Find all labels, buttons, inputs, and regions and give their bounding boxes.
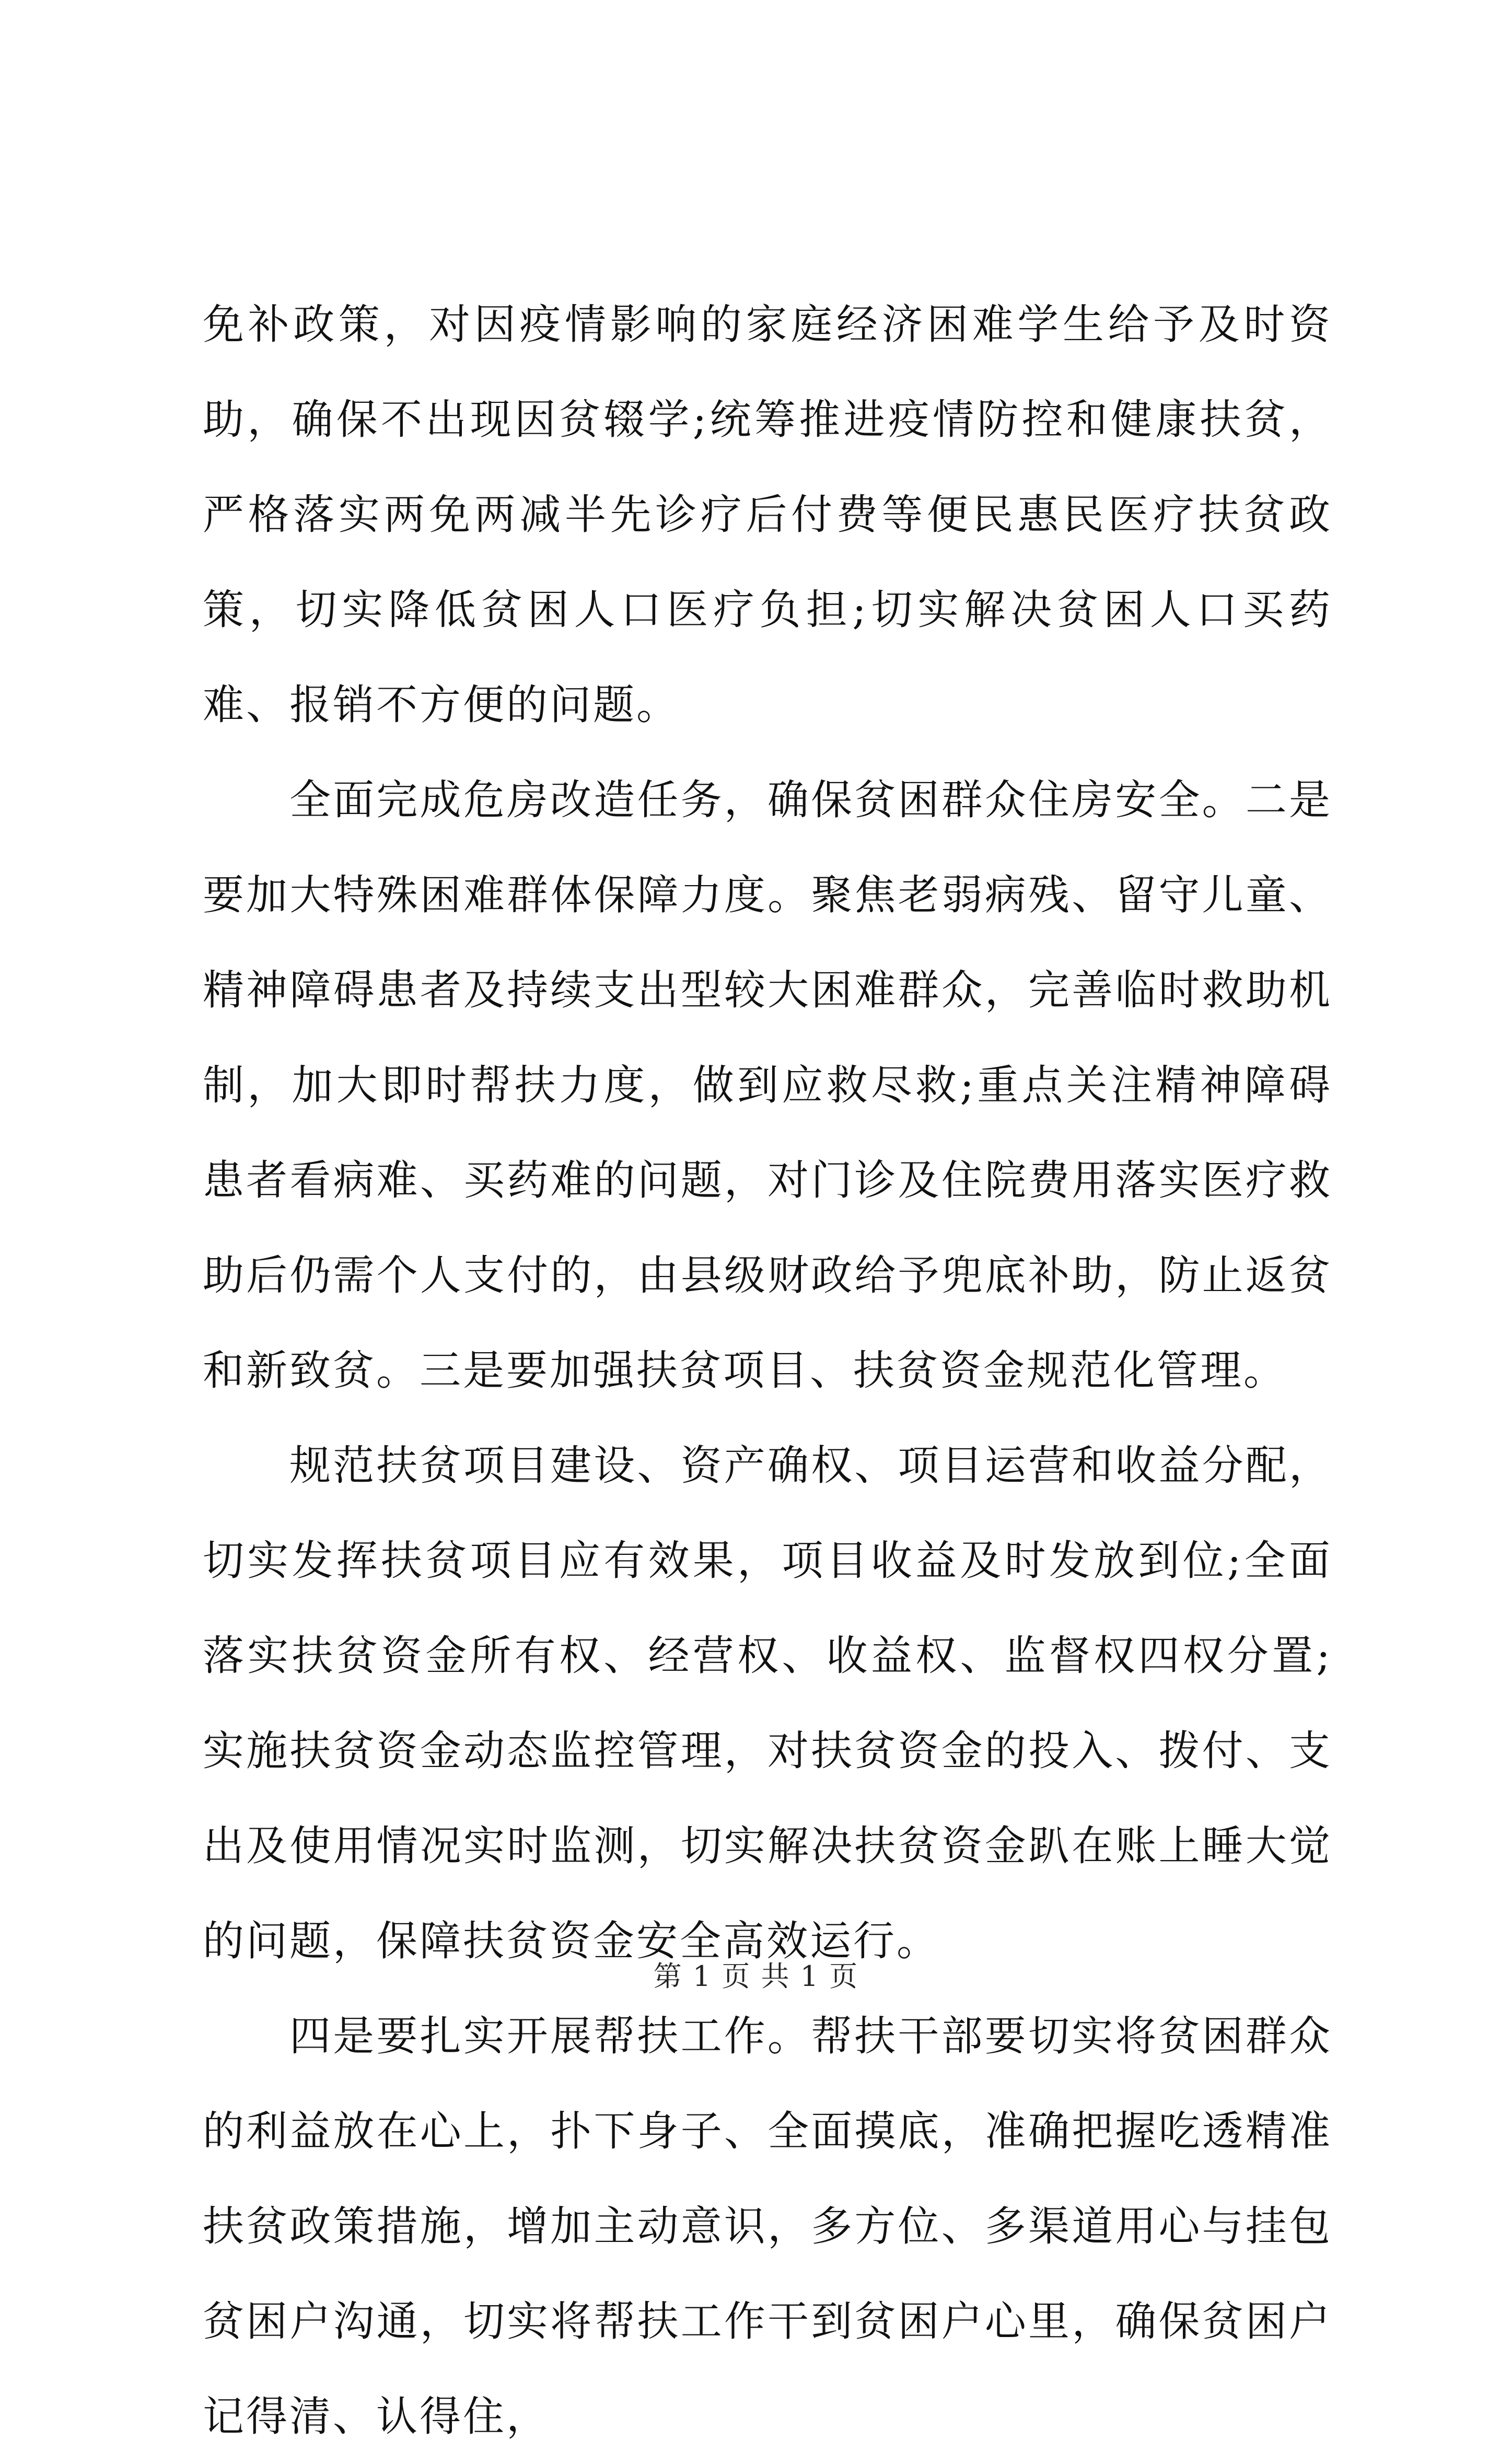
document-body xyxy=(203,277,1332,2464)
paragraph-2: 全面完成危房改造任务，确保贫困群众住房安全。二是要加大特殊困难群体保障力度。聚焦老弱病残、留守儿童、精神障碍患者及持续支出型较大困难群众，完善临时救助机制，加大即时帮扶力度，做到应救尽救;重点关注精神障碍患者看病难、买药难的问题，对门诊及住院费用落实医疗救助后仍需个人支付的，由县级财政给予兜底补助，防止返贫和新致贫。三是要加强扶贫项目、扶贫资金规范化管理。 xyxy=(203,776,1332,1394)
paragraph-3: 规范扶贫项目建设、资产确权、项目运营和收益分配，切实发挥扶贫项目应有效果，项目收益及时发放到位;全面落实扶贫资金所有权、经营权、收益权、监督权四权分置;实施扶贫资金动态监控管理，对扶贫资金的投入、拨付、支出及使用情况实时监测，切实解决扶贫资金趴在账上睡大觉的问题，保障扶贫资金安全高效运行。 xyxy=(203,1442,1332,1965)
page-number-footer: 第 1 页 共 1 页 xyxy=(653,1960,859,1993)
paragraph-4: 四是要扎实开展帮扶工作。帮扶干部要切实将贫困群众的利益放在心上，扑下身子、全面摸底，准确把握吃透精准扶贫政策措施，增加主动意识，多方位、多渠道用心与挂包贫困户沟通，切实将帮扶工作干到贫困户心里，确保贫困户记得清、认得住， xyxy=(203,2012,1332,2440)
paragraph-1: 免补政策，对因疫情影响的家庭经济困难学生给予及时资助，确保不出现因贫辍学;统筹推进疫情防控和健康扶贫，严格落实两免两减半先诊疗后付费等便民惠民医疗扶贫政策，切实降低贫困人口医疗负担;切实解决贫困人口买药难、报销不方便的问题。 xyxy=(203,300,1332,729)
